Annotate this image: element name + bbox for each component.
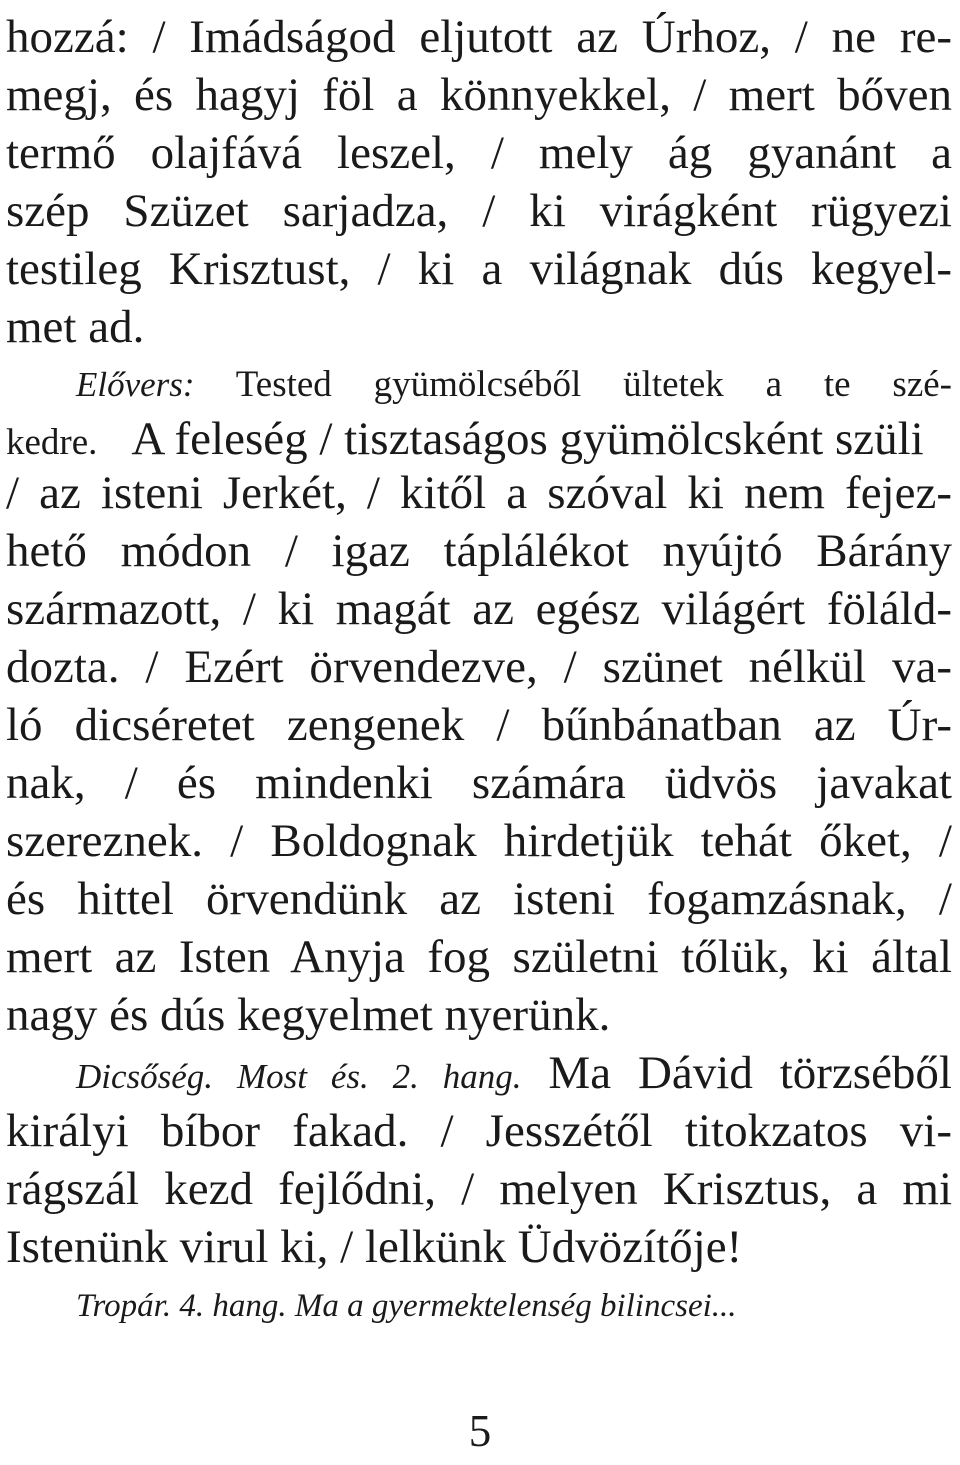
text-line-2: megj, és hagyj föl a könnyekkel, / mert bőven [6,69,952,121]
text-line-13: ló dicséretet zengenek / bűnbánatban az Úr- [6,699,952,751]
text-line-15: szereznek. / Boldognak hirdetjük tehát őket, / [6,815,952,867]
troparion-line [6,1276,952,1326]
rubric-doxology: Dicsőség. Most és. 2. hang. [76,1057,522,1096]
text-line-17: mert az Isten Anyja fog születni tőlük, ki által [6,931,952,983]
text-line-21: rágszál kezd fejlődni, / melyen Krisztus, a mi [6,1163,952,1215]
verse-prefix-line [6,356,952,414]
doxology-line [6,1044,952,1102]
text-line-14: nak, / és mindenki számára üdvös javakat [6,757,952,809]
page-number: 5 [468,1406,492,1456]
text-line-22: Istenünk virul ki, / lelkünk Üdvözítője! [6,1221,743,1273]
text-line-11: származott, / ki magát az egész világért föláld- [6,583,952,635]
rubric-troparion: Tropár. 4. hang. Ma a gyermektelenség bilincsei... [76,1288,737,1324]
verse-prefix-text: Tested gyümölcséből ültetek a te szé- [194,364,952,405]
text-line-5: testileg Krisztust, / ki a világnak dús kegyel- [6,243,952,295]
text-line-12: dozta. / Ezért örvendezve, / szünet nélkül va- [6,641,952,693]
rubric-elovers: Elővers: [76,365,195,404]
text-line-10: hető módon / igaz táplálékot nyújtó Bárány [6,525,952,577]
verse-prefix-end: kedre. [6,422,98,463]
doxology-text: Ma Dávid törzséből [521,1047,952,1099]
text-line-8 [6,414,952,464]
stichera-start: A feleség / tisztaságos gyümölcsként szüli [131,413,924,465]
text-line-20: királyi bíbor fakad. / Jesszétől titokzatos vi- [6,1105,952,1157]
document-page [6,8,952,1326]
text-line-4: szép Szüzet sarjadza, / ki virágként rügyezi [6,185,952,237]
text-line-18: nagy és dús kegyelmet nyerünk. [6,989,611,1041]
text-line-6: met ad. [6,301,145,353]
text-line-16: és hittel örvendünk az isteni fogamzásnak, / [6,873,952,925]
text-line-3: termő olajfává leszel, / mely ág gyanánt a [6,127,952,179]
text-line-9: / az isteni Jerkét, / kitől a szóval ki nem fejez- [6,467,952,519]
text-line-1: hozzá: / Imádságod eljutott az Úrhoz, / ne re- [6,11,952,63]
